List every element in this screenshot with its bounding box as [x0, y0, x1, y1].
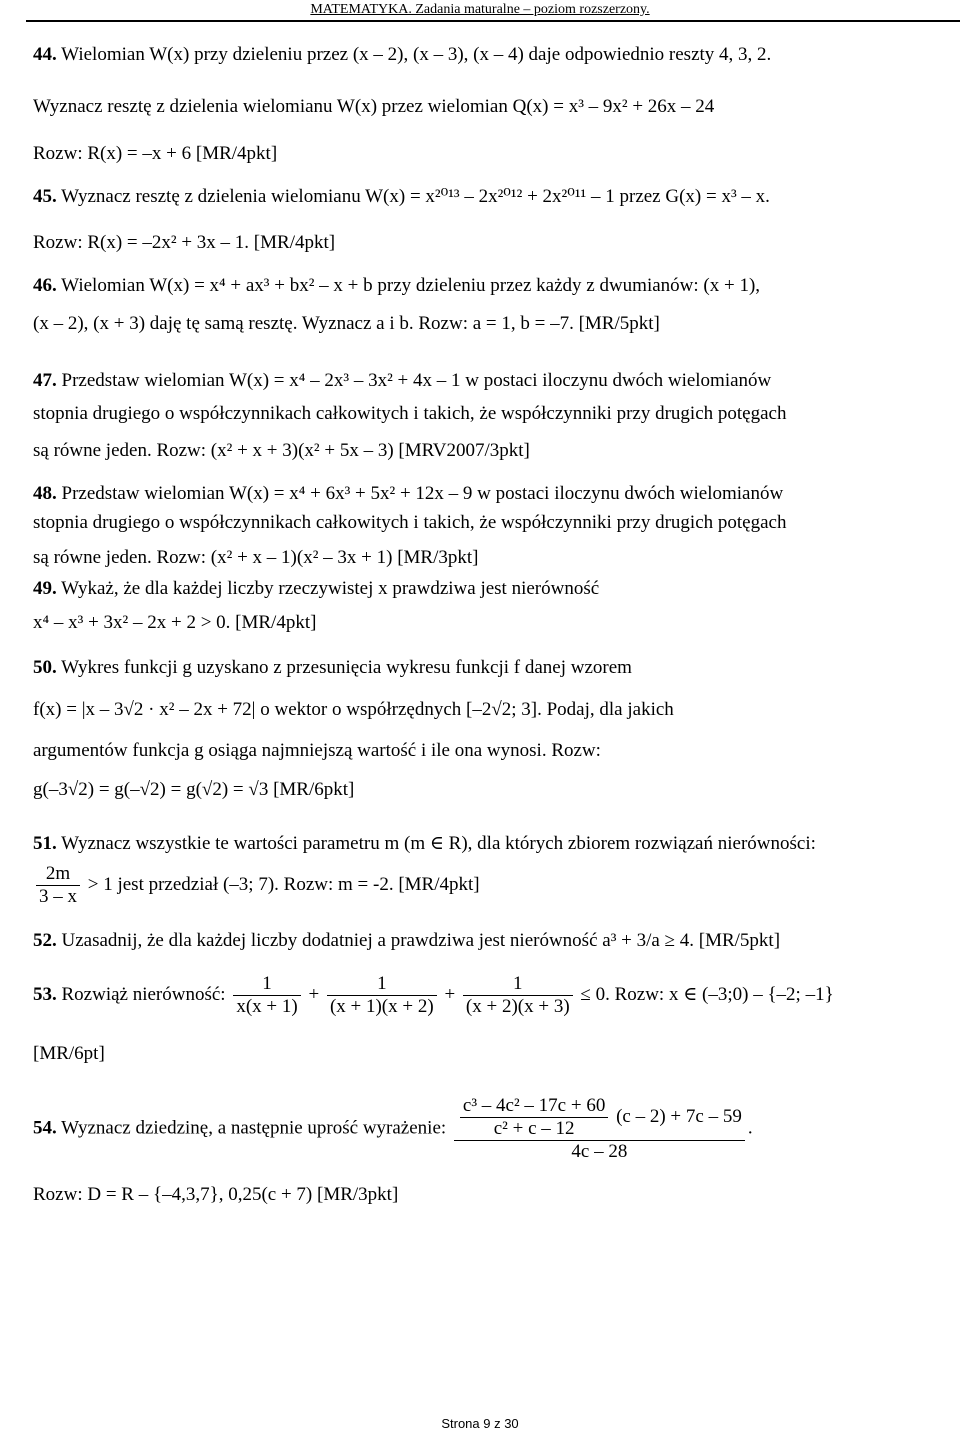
- problem-44-line-2: Wyznacz resztę z dzielenia wielomianu W(x) przez wielomian Q(x) = x³ – 9x² + 26x – 24: [33, 96, 715, 117]
- problem-51-fraction: $\frac{2m}{3 - x}$: [36, 863, 80, 908]
- problem-49-line-2: x⁴ – x³ + 3x² – 2x + 2 > 0. [MR/4pkt]: [33, 612, 317, 633]
- problem-47-line-3: są równe jeden. Rozw: (x² + x + 3)(x² + 5x – 3) [MRV2007/3pkt]: [33, 440, 530, 461]
- page-footer: Strona 9 z 30: [441, 1416, 519, 1431]
- problem-45-line: 45. Wyznacz resztę z dzielenia wielomianu W(x) = x²⁰¹³ – 2x²⁰¹² + 2x²⁰¹¹ – 1 przez G(x) = x³ – x.: [33, 186, 770, 207]
- problem-53-fraction-1: $\frac{1}{x(x + 1)}$: [233, 973, 300, 1018]
- problem-54-inner-fraction: $\frac{\text{c³ – 4c² – 17c + 60}}{\text{c² + c – 12}}$: [460, 1095, 608, 1140]
- problem-44-answer: Rozw: R(x) = –x + 6 [MR/4pkt]: [33, 143, 278, 164]
- problem-45-answer: Rozw: R(x) = –2x² + 3x – 1. [MR/4pkt]: [33, 232, 336, 253]
- problem-53-fraction-3: $\frac{1}{(x + 2)(x + 3)}$: [463, 973, 573, 1018]
- problem-48-line-2: stopnia drugiego o współczynnikach całkowitych i takich, że współczynniki przy drugich potęgach: [33, 512, 787, 533]
- problem-54-line: 54. Wyznacz dziedzinę, a następnie uprość wyrażenie: $\frac{\text{c³ – 4c² – 17c + 60}}{\text{c² + c – 12}}$ (c – 2) + 7c – 59 4c – 28 .: [33, 1095, 753, 1162]
- problem-46-line-2: (x – 2), (x + 3) daję tę samą resztę. Wyznacz a i b. Rozw: a = 1, b = –7. [MR/5pkt]: [33, 313, 660, 334]
- problem-51-line-1: 51. Wyznacz wszystkie te wartości parametru m (m ∈ R), dla których zbiorem rozwiązań nierówności:: [33, 833, 816, 854]
- problem-54-fraction: $\frac{\text{c³ – 4c² – 17c + 60}}{\text{c² + c – 12}}$ (c – 2) + 7c – 59 4c – 28: [454, 1095, 745, 1163]
- problem-47-line-1: 47. Przedstaw wielomian W(x) = x⁴ – 2x³ – 3x² + 4x – 1 w postaci iloczynu dwóch wielomianów: [33, 370, 772, 391]
- header-rule: [26, 20, 960, 22]
- problem-50-line-3: argumentów funkcja g osiąga najmniejszą wartość i ile ona wynosi. Rozw:: [33, 740, 601, 761]
- problem-54-answer: Rozw: D = R – {–4,3,7}, 0,25(c + 7) [MR/3pkt]: [33, 1184, 399, 1205]
- problem-48-line-1: 48. Przedstaw wielomian W(x) = x⁴ + 6x³ + 5x² + 12x – 9 w postaci iloczynu dwóch wielomianów: [33, 483, 784, 504]
- problem-51-line-2: $\frac{2m}{3 - x}$ > 1 jest przedział (–3; 7). Rozw: m = -2. [MR/4pkt]: [33, 863, 480, 908]
- problem-50-line-1: 50. Wykres funkcji g uzyskano z przesunięcia wykresu funkcji f danej wzorem: [33, 657, 632, 678]
- problem-52-line: 52. Uzasadnij, że dla każdej liczby dodatniej a prawdziwa jest nierówność a³ + 3/a ≥ 4. [MR/5pkt]: [33, 930, 781, 951]
- problem-50-answer: g(–3√2) = g(–√2) = g(√2) = √3 [MR/6pkt]: [33, 779, 355, 800]
- problem-53-points: [MR/6pt]: [33, 1043, 105, 1064]
- page-header: MATEMATYKA. Zadania maturalne – poziom rozszerzony.: [310, 2, 650, 17]
- problem-47-line-2: stopnia drugiego o współczynnikach całkowitych i takich, że współczynniki przy drugich potęgach: [33, 403, 787, 424]
- problem-49-line-1: 49. Wykaż, że dla każdej liczby rzeczywistej x prawdziwa jest nierówność: [33, 578, 600, 599]
- problem-53-fraction-2: $\frac{1}{(x + 1)(x + 2)}$: [327, 973, 437, 1018]
- problem-50-line-2: f(x) = |x – 3√2 · x² – 2x + 72| o wektor o współrzędnych [–2√2; 3]. Podaj, dla jakich: [33, 699, 674, 720]
- problem-48-line-3: są równe jeden. Rozw: (x² + x – 1)(x² – 3x + 1) [MR/3pkt]: [33, 547, 479, 568]
- problem-53-line: 53. Rozwiąż nierówność: $\frac{1}{x(x + 1)}$ + $\frac{1}{(x + 1)(x + 2)}$ + $\frac{1}{(x + 2)(x + 3)}$ ≤ 0. Rozw: x ∈ (–3;0) – {–2; –1}: [33, 973, 834, 1017]
- problem-44-line-1: 44. Wielomian W(x) przy dzieleniu przez (x – 2), (x – 3), (x – 4) daje odpowiednio reszty 4, 3, 2.: [33, 44, 772, 65]
- problem-46-line-1: 46. Wielomian W(x) = x⁴ + ax³ + bx² – x + b przy dzieleniu przez każdy z dwumianów: (x + 1),: [33, 275, 761, 296]
